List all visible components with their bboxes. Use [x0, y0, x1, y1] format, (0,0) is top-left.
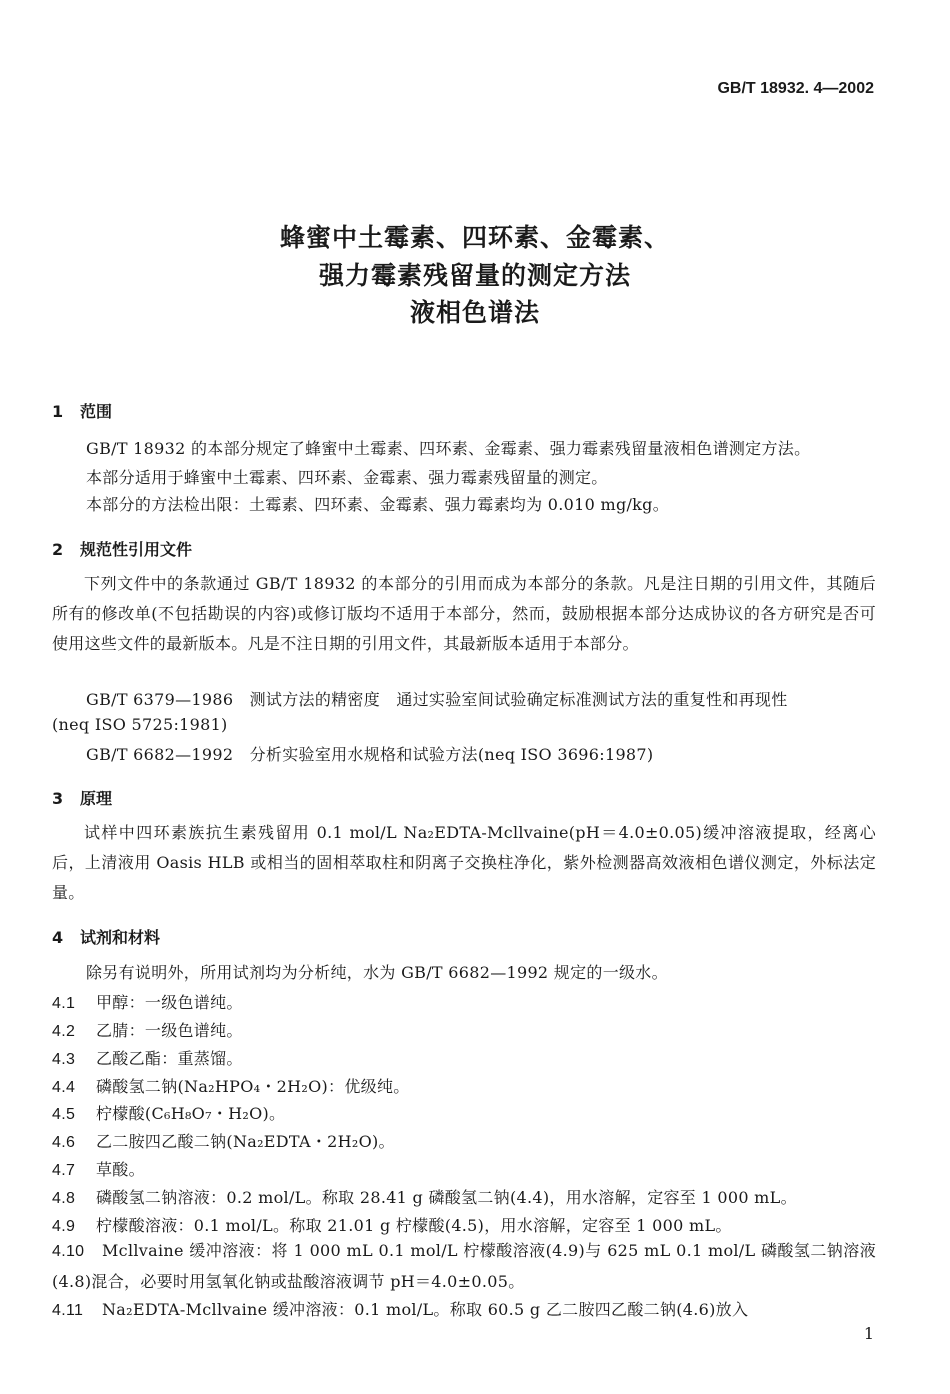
item-number: 4.7: [52, 1162, 76, 1179]
page-number: 1: [863, 1324, 874, 1343]
paragraph: 本部分的方法检出限：土霉素、四环素、金霉素、强力霉素均为 0.010 mg/kg。: [86, 495, 670, 514]
paragraph: 本部分适用于蜂蜜中土霉素、四环素、金霉素、强力霉素残留量的测定。: [86, 468, 608, 487]
paragraph: 试样中四环素族抗生素残留用 0.1 mol/L Na₂EDTA-Mcllvaine(pH＝4.0±0.05)缓冲溶液提取，经离心后，上清液用 Oasis HLB 或相当的固相萃取柱和阴离子交换柱净化，紫外检测器高效液相色谱仪测定，外标法定量。: [52, 823, 876, 902]
document-title-line-3: 液相色谱法: [409, 298, 540, 327]
reference-item: GB/T 6379—1986 测试方法的精密度 通过实验室间试验确定标准测试方法的重复性和再现性: [86, 690, 788, 709]
list-item: [52, 1074, 410, 1097]
list-item: [52, 1046, 243, 1069]
item-text: 乙二胺四乙酸二钠(Na₂EDTA・2H₂O)。: [96, 1132, 395, 1151]
item-text: 柠檬酸(C₆H₈O₇・H₂O)。: [96, 1104, 286, 1123]
item-text: Mcllvaine 缓冲溶液：将 1 000 mL 0.1 mol/L 柠檬酸溶液(4.9)与 625 mL 0.1 mol/L 磷酸氢二钠溶液(4.8)混合，必要时用氢氧化钠或盐酸溶液调节 pH＝4.0±0.05。: [52, 1241, 876, 1291]
section-number: 3: [52, 789, 64, 808]
section-number: 2: [52, 540, 64, 559]
item-number: 4.5: [52, 1106, 76, 1123]
paragraph: 除另有说明外，所用试剂均为分析纯，水为 GB/T 6682—1992 规定的一级水。: [86, 963, 668, 982]
section-2-heading: [52, 537, 192, 560]
list-item: [52, 1157, 145, 1180]
section-title: 试剂和材料: [80, 928, 161, 947]
list-item: [52, 1185, 797, 1208]
list-item: [52, 1236, 876, 1297]
reference-item: GB/T 6682—1992 分析实验室用水规格和试验方法(neq ISO 3696:1987): [86, 745, 654, 764]
item-number: 4.1: [52, 995, 76, 1012]
section-3-heading: [52, 786, 112, 809]
list-item: [52, 1129, 395, 1152]
item-number: 4.8: [52, 1190, 76, 1207]
section-4-heading: [52, 925, 160, 948]
section-1-heading: [52, 399, 112, 422]
paragraph: GB/T 18932 的本部分规定了蜂蜜中土霉素、四环素、金霉素、强力霉素残留量液相色谱测定方法。: [86, 439, 811, 458]
item-number: 4.9: [52, 1218, 76, 1235]
document-title-line-2: 强力霉素残留量的测定方法: [318, 261, 631, 290]
item-text: 乙酸乙酯：重蒸馏。: [96, 1049, 243, 1068]
document-title-line-1: 蜂蜜中土霉素、四环素、金霉素、: [279, 223, 670, 252]
section-title: 范围: [80, 402, 113, 421]
list-item: [52, 1213, 732, 1236]
item-number: 4.2: [52, 1023, 76, 1040]
section-title: 规范性引用文件: [80, 540, 193, 559]
item-number: 4.6: [52, 1134, 76, 1151]
item-number: 4.4: [52, 1079, 76, 1096]
list-item: [52, 1101, 285, 1124]
standard-number: GB/T 18932. 4—2002: [717, 80, 874, 97]
item-number: 4.10: [52, 1243, 85, 1260]
list-item: [52, 1018, 243, 1041]
item-text: 甲醇：一级色谱纯。: [96, 993, 243, 1012]
item-number: 4.3: [52, 1051, 76, 1068]
paragraph: 下列文件中的条款通过 GB/T 18932 的本部分的引用而成为本部分的条款。凡是注日期的引用文件，其随后所有的修改单(不包括勘误的内容)或修订版均不适用于本部分，然而，鼓励根据本部分达成协议的各方研究是否可使用这些文件的最新版本。凡是不注日期的引用文件，其最新版本适用于本部分。: [52, 574, 876, 653]
item-text: 磷酸氢二钠溶液：0.2 mol/L。称取 28.41 g 磷酸氢二钠(4.4)，用水溶解，定容至 1 000 mL。: [96, 1188, 797, 1207]
item-text: 草酸。: [96, 1160, 145, 1179]
reference-item-continued: (neq ISO 5725:1981): [52, 715, 228, 734]
item-text: 磷酸氢二钠(Na₂HPO₄・2H₂O)：优级纯。: [96, 1077, 410, 1096]
section-number: 4: [52, 928, 64, 947]
list-item: [52, 1297, 748, 1320]
section-number: 1: [52, 402, 64, 421]
list-item: [52, 990, 243, 1013]
item-text: Na₂EDTA-Mcllvaine 缓冲溶液：0.1 mol/L。称取 60.5 g 乙二胺四乙酸二钠(4.6)放入: [102, 1300, 749, 1319]
item-text: 柠檬酸溶液：0.1 mol/L。称取 21.01 g 柠檬酸(4.5)，用水溶解，定容至 1 000 mL。: [96, 1216, 732, 1235]
item-text: 乙腈：一级色谱纯。: [96, 1021, 243, 1040]
section-title: 原理: [80, 789, 113, 808]
item-number: 4.11: [52, 1302, 84, 1319]
